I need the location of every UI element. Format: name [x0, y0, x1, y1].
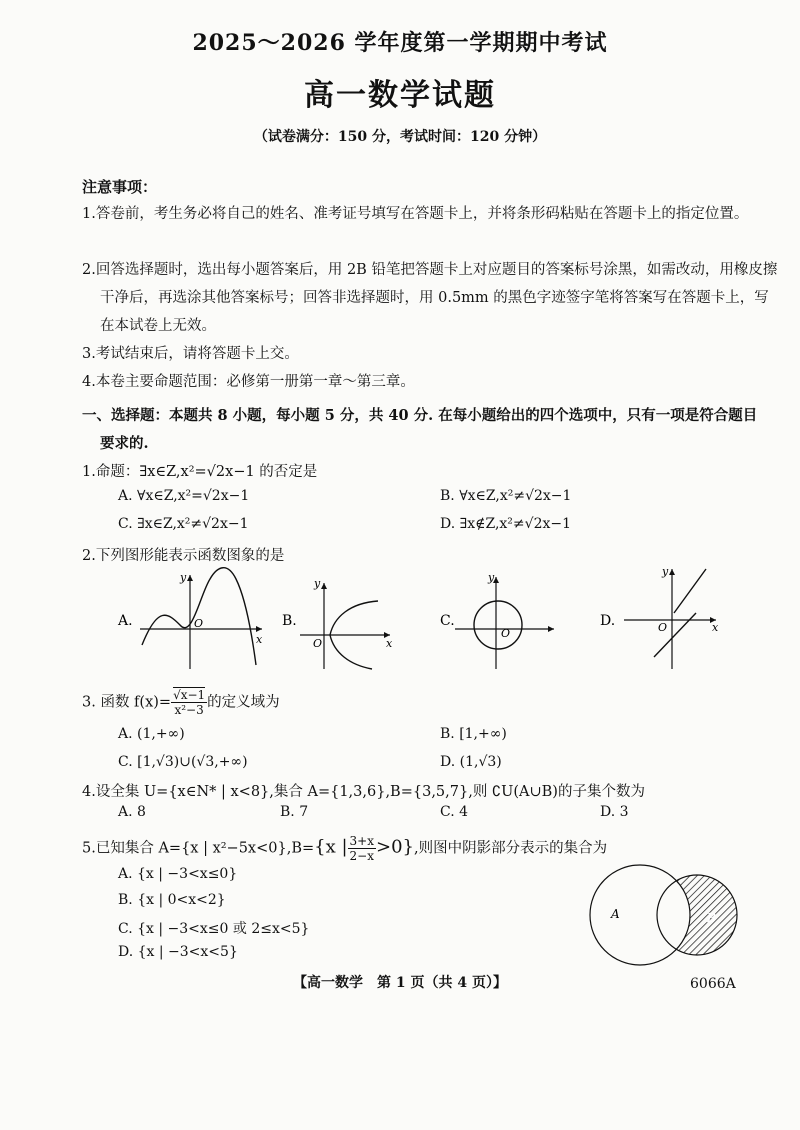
q3-option-d: D. (1,√3) — [440, 754, 502, 770]
origin-label: O — [313, 637, 323, 650]
note-item: 4.本卷主要命题范围：必修第一册第一章～第三章。 — [82, 374, 415, 390]
q4-option-a: A. 8 — [118, 804, 146, 820]
q1-option-d: D. ∃x∉Z,x²≠√2x−1 — [440, 516, 572, 532]
exam-info: （试卷满分：150 分，考试时间：120 分钟） — [253, 129, 547, 145]
page-footer: 【高一数学 第 1 页（共 4 页）】 — [293, 975, 507, 991]
y-axis-label: y — [314, 577, 321, 590]
q3-fraction — [171, 688, 207, 717]
question-5-stem — [82, 834, 607, 863]
q5-set-close: >0} — [376, 836, 414, 858]
q4-option-c: C. 4 — [440, 804, 469, 820]
paper-title: 高一数学试题 — [304, 78, 496, 113]
q5-fraction — [348, 834, 376, 863]
notes-heading: 注意事项： — [82, 178, 158, 196]
y-axis-label: y — [662, 565, 669, 578]
q4-option-b: B. 7 — [280, 804, 309, 820]
section-heading: 一、选择题：本题共 8 小题，每小题 5 分，共 40 分. 在每小题给出的四个选项中，只有一项是符合题目要求的. — [82, 407, 758, 452]
q5-option-b: B. {x | 0<x<2} — [118, 892, 226, 908]
q2-label-a: A. — [118, 613, 133, 629]
q3-option-c: C. [1,√3)∪(√3,+∞) — [118, 754, 248, 770]
q5-stem-pre: 5.已知集合 A={x | x²−5x<0},B= — [82, 840, 315, 857]
set-a-label: A — [611, 907, 620, 921]
q3-option-b: B. [1,+∞) — [440, 726, 507, 742]
y-axis-label: y — [180, 571, 187, 584]
note-item: 3.考试结束后，请将答题卡上交。 — [82, 346, 299, 362]
x-axis-label: x — [256, 633, 263, 646]
q2-graph-b — [282, 577, 393, 669]
q3-stem-post: 的定义域为 — [207, 694, 280, 711]
note-item: 1.答卷前，考生务必将自己的姓名、准考证号填写在答题卡上，并将条形码粘贴在答题卡上的指定位置。 — [82, 206, 749, 222]
q2-graph-a — [117, 568, 263, 669]
q1-option-a: A. ∀x∈Z,x²=√2x−1 — [118, 488, 250, 504]
venn-diagram — [585, 860, 745, 970]
q2-graph-d — [600, 565, 719, 669]
q5-option-d: D. {x | −3<x<5} — [118, 944, 238, 960]
q2-graphs — [110, 565, 770, 675]
q5-denominator: 2−x — [349, 849, 374, 863]
paper-code: 6066A — [690, 976, 736, 992]
q3-stem-pre: 3. 函数 f(x)= — [82, 694, 172, 711]
q1-option-b: B. ∀x∈Z,x²≠√2x−1 — [440, 488, 572, 504]
set-b-label: B — [707, 911, 716, 925]
q5-set-open: {x | — [314, 836, 348, 858]
question-2-stem: 2.下列图形能表示函数图象的是 — [82, 548, 285, 564]
q2-label-c: C. — [440, 613, 455, 629]
q1-option-c: C. ∃x∈Z,x²≠√2x−1 — [118, 516, 249, 532]
question-3-stem — [82, 688, 280, 717]
x-axis-label: x — [386, 637, 393, 650]
origin-label: O — [658, 621, 668, 634]
origin-label: O — [501, 627, 511, 640]
q3-denominator: x²−3 — [174, 703, 204, 717]
y-axis-label: y — [488, 571, 495, 584]
origin-label: O — [194, 617, 204, 630]
q5-stem-post: ,则图中阴影部分表示的集合为 — [414, 840, 608, 857]
question-1-stem: 1.命题：∃x∈Z,x²=√2x−1 的否定是 — [82, 464, 318, 480]
q5-option-a: A. {x | −3<x≤0} — [118, 866, 238, 882]
q5-numerator: 3+x — [349, 834, 374, 848]
q4-option-d: D. 3 — [600, 804, 629, 820]
q3-numerator: √x−1 — [173, 688, 206, 702]
x-axis-label: x — [712, 621, 719, 634]
question-4-stem: 4.设全集 U={x∈N* | x<8},集合 A={1,3,6},B={3,5,7},则 ∁U(A∪B)的子集个数为 — [82, 784, 645, 800]
q3-option-a: A. (1,+∞) — [118, 726, 185, 742]
q2-label-d: D. — [600, 613, 616, 629]
q2-label-b: B. — [282, 613, 297, 629]
note-item: 2.回答选择题时，选出每小题答案后，用 2B 铅笔把答题卡上对应题目的答案标号涂黑，如需改动，用橡皮擦干净后，再选涂其他答案标号；回答非选择题时，用 0.5mm 的黑色字迹签字笔将答案写在答题卡上，写在本试卷上无效。 — [82, 262, 778, 334]
q2-graph-c — [440, 571, 554, 669]
q5-option-c: C. {x | −3<x≤0 或 2≤x<5} — [118, 921, 310, 937]
exam-title: 2025～2026 学年度第一学期期中考试 — [192, 30, 608, 56]
